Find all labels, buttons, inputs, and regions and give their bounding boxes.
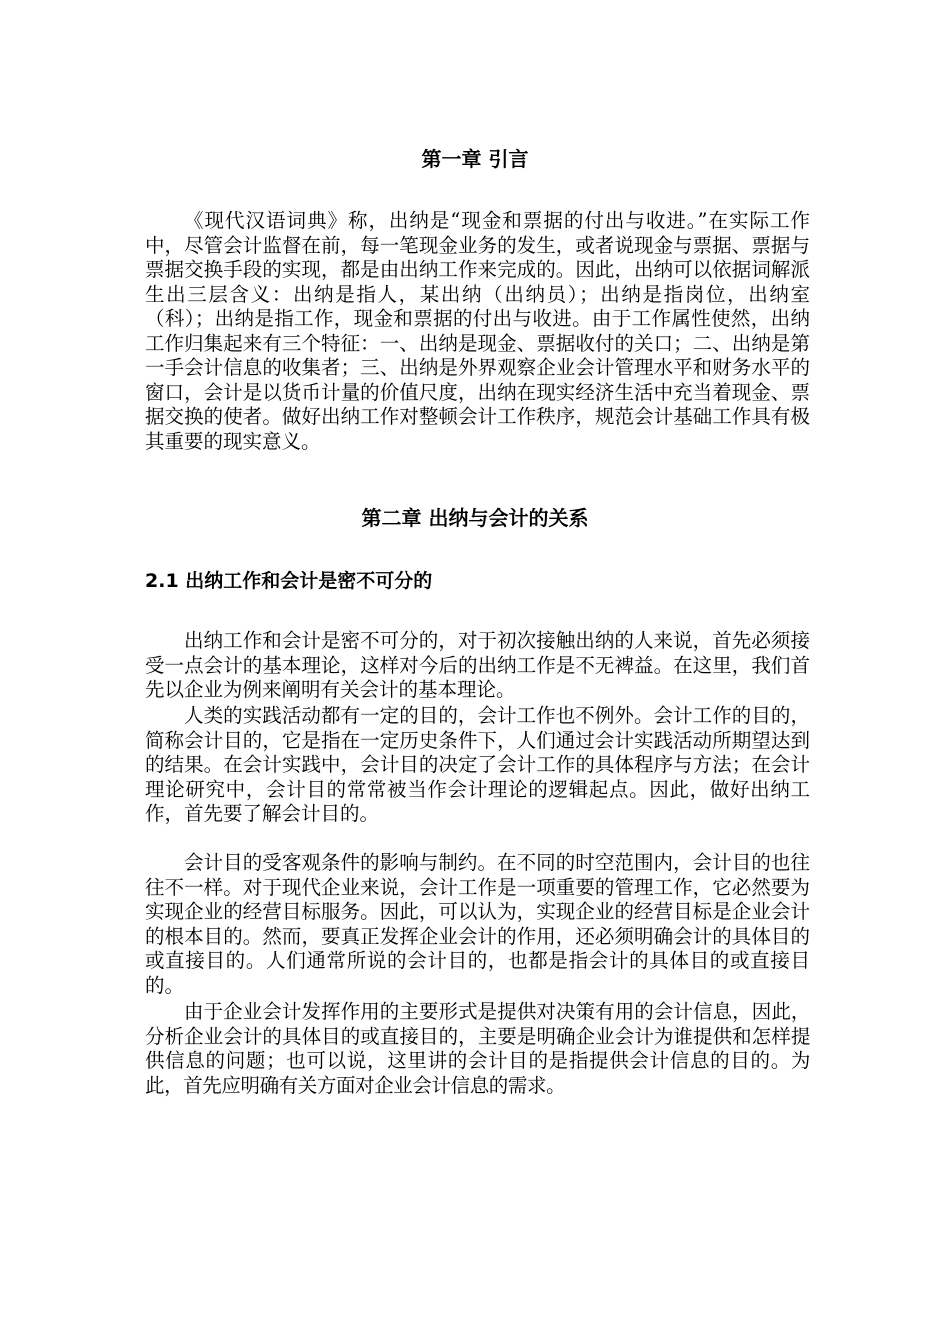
section-paragraph-1: 出纳工作和会计是密不可分的，对于初次接触出纳的人来说，首先必须接受一点会计的基本理论，这样对今后的出纳工作是不无裨益。在这里，我们首先以企业为例来阐明有关会计的基本理论。 <box>145 629 810 701</box>
section-paragraph-2: 人类的实践活动都有一定的目的，会计工作也不例外。会计工作的目的，简称会计目的，它是指在一定历史条件下，人们通过会计实践活动所期望达到的结果。在会计实践中，会计目的决定了会计工作的具体程序与方法；在会计理论研究中，会计目的常常被当作会计理论的逻辑起点。因此，做好出纳工作，首先要了解会计目的。 <box>145 704 810 825</box>
section-paragraph-4: 由于企业会计发挥作用的主要形式是提供对决策有用的会计信息，因此，分析企业会计的具体目的或直接目的，主要是明确企业会计为谁提供和怎样提供信息的问题；也可以说，这里讲的会计目的是指提供会计信息的目的。为此，首先应明确有关方面对企业会计信息的需求。 <box>145 1000 810 1097</box>
chapter-2-title: 第二章 出纳与会计的关系 <box>361 506 589 530</box>
section-2-1-title: 2.1 出纳工作和会计是密不可分的 <box>145 570 433 592</box>
section-paragraph-3: 会计目的受客观条件的影响与制约。在不同的时空范围内，会计目的也往往不一样。对于现代企业来说，会计工作是一项重要的管理工作，它必然要为实现企业的经营目标服务。因此，可以认为，实现企业的经营目标是企业会计的根本目的。然而，要真正发挥企业会计的作用，还必须明确会计的具体目的或直接目的。人们通常所说的会计目的，也都是指会计的具体目的或直接目的。 <box>145 851 810 997</box>
chapter-1-title: 第一章 引言 <box>421 147 529 171</box>
chapter-1-paragraph: 《现代汉语词典》称，出纳是“现金和票据的付出与收进。”在实际工作中，尽管会计监督在前，每一笔现金业务的发生，或者说现金与票据、票据与票据交换手段的实现，都是由出纳工作来完成的。因此，出纳可以依据词解派生出三层含义：出纳是指人，某出纳（出纳员）；出纳是指岗位，出纳室（科）；出纳是指工作，现金和票据的付出与收进。由于工作属性使然，出纳工作归集起来有三个特征：一、出纳是现金、票据收付的关口；二、出纳是第一手会计信息的收集者；三、出纳是外界观察企业会计管理水平和财务水平的窗口，会计是以货币计量的价值尺度，出纳在现实经济生活中充当着现金、票据交换的使者。做好出纳工作对整顿会计工作秩序，规范会计基础工作具有极其重要的现实意义。 <box>145 209 810 453</box>
